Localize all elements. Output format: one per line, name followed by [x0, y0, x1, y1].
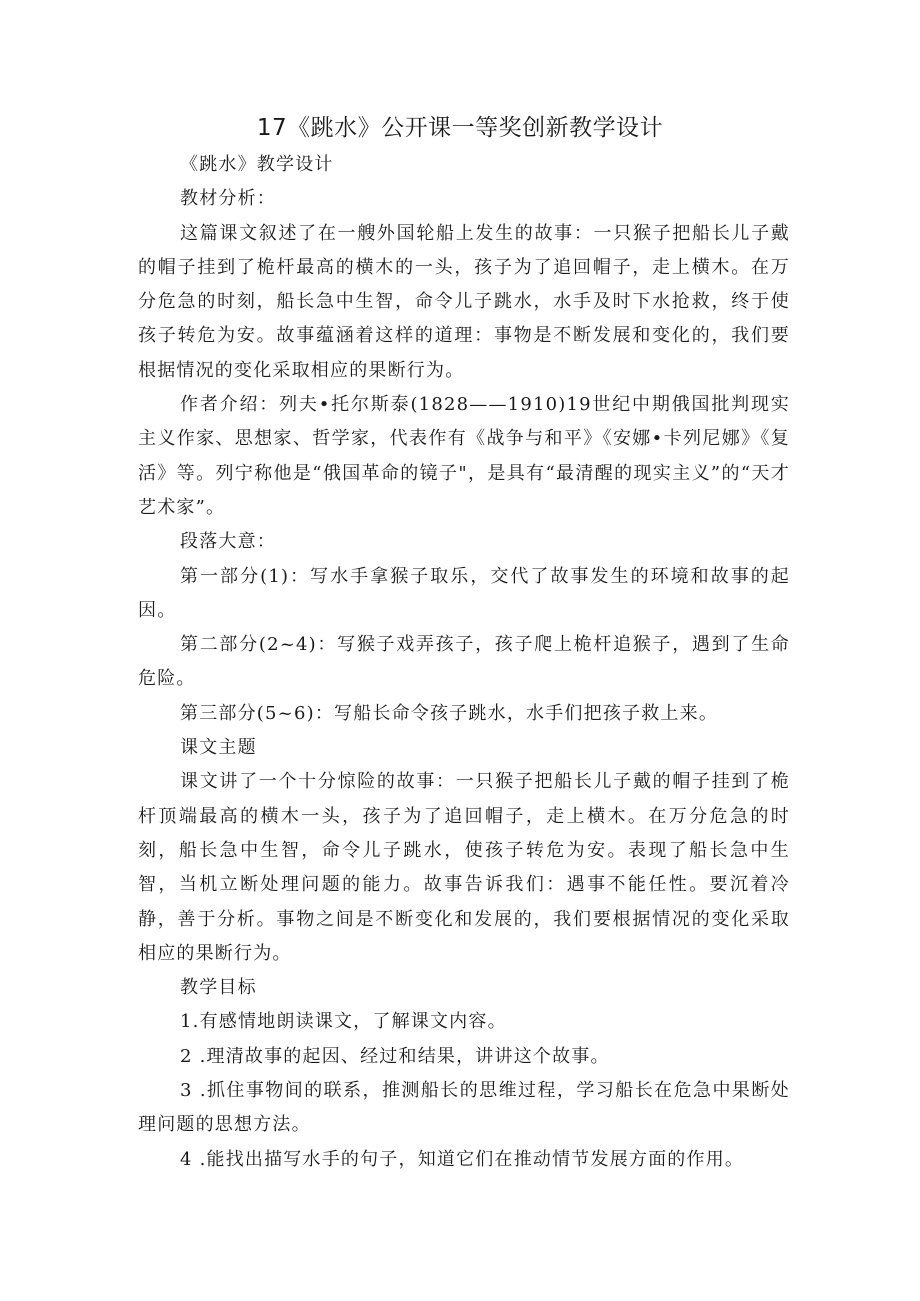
document-body: [138, 148, 790, 1177]
author-paragraph: 作者介绍：列夫•托尔斯泰(1828——1910)19世纪中期俄国批判现实主义作家、思想家、哲学家，代表作有《战争与和平》《安娜•卡列尼娜》《复活》等。列宁称他是“俄国革命的镜子"，是具有“最清醒的现实主义”的“天才艺术家”。: [138, 394, 790, 518]
theme-heading: 课文主题: [180, 737, 257, 759]
document-title: 17《跳水》公开课一等奖创新教学设计: [256, 115, 664, 141]
paragraph-heading: 段落大意：: [180, 531, 276, 553]
goal-item: 2 .理清故事的起因、经过和结果，讲讲这个故事。: [180, 1045, 610, 1067]
goals-heading: 教学目标: [180, 977, 257, 999]
goal-item: 3 .抓住事物间的联系，推测船长的思维过程，学习船长在危急中果断处理问题的思想方法。: [138, 1080, 790, 1136]
part-three-paragraph: 第三部分(5~6)：写船长命令孩子跳水，水手们把孩子救上来。: [180, 702, 719, 724]
goal-item: 4 .能找出描写水手的句子，知道它们在推动情节发展方面的作用。: [180, 1148, 745, 1170]
goal-item: 1.有感情地朗读课文，了解课文内容。: [180, 1011, 507, 1033]
theme-paragraph: 课文讲了一个十分惊险的故事：一只猴子把船长儿子戴的帽子挂到了桅杆顶端最高的横木一头，孩子为了追回帽子，走上横木。在万分危急的时刻，船长急中生智，命令儿子跳水，使孩子转危为安。表现了船长急中生智，当机立断处理问题的能力。故事告诉我们：遇事不能任性。要沉着冷静，善于分析。事物之间是不断变化和发展的，我们要根据情况的变化采取相应的果断行为。: [138, 771, 790, 964]
part-two-paragraph: 第二部分(2~4)：写猴子戏弄孩子，孩子爬上桅杆追猴子，遇到了生命危险。: [138, 634, 790, 690]
subtitle: 《跳水》教学设计: [180, 154, 334, 175]
analysis-paragraph: 这篇课文叙述了在一艘外国轮船上发生的故事：一只猴子把船长儿子戴的帽子挂到了桅杆最高的横木的一头，孩子为了追回帽子，走上横木。在万分危急的时刻，船长急中生智，命令儿子跳水，水手及时下水抢救，终于使孩子转危为安。故事蕴涵着这样的道理：事物是不断发展和变化的，我们要根据情况的变化采取相应的果断行为。: [138, 222, 790, 381]
analysis-heading: 教材分析：: [180, 188, 276, 210]
part-one-paragraph: 第一部分(1)：写水手拿猴子取乐，交代了故事发生的环境和故事的起因。: [138, 565, 790, 621]
